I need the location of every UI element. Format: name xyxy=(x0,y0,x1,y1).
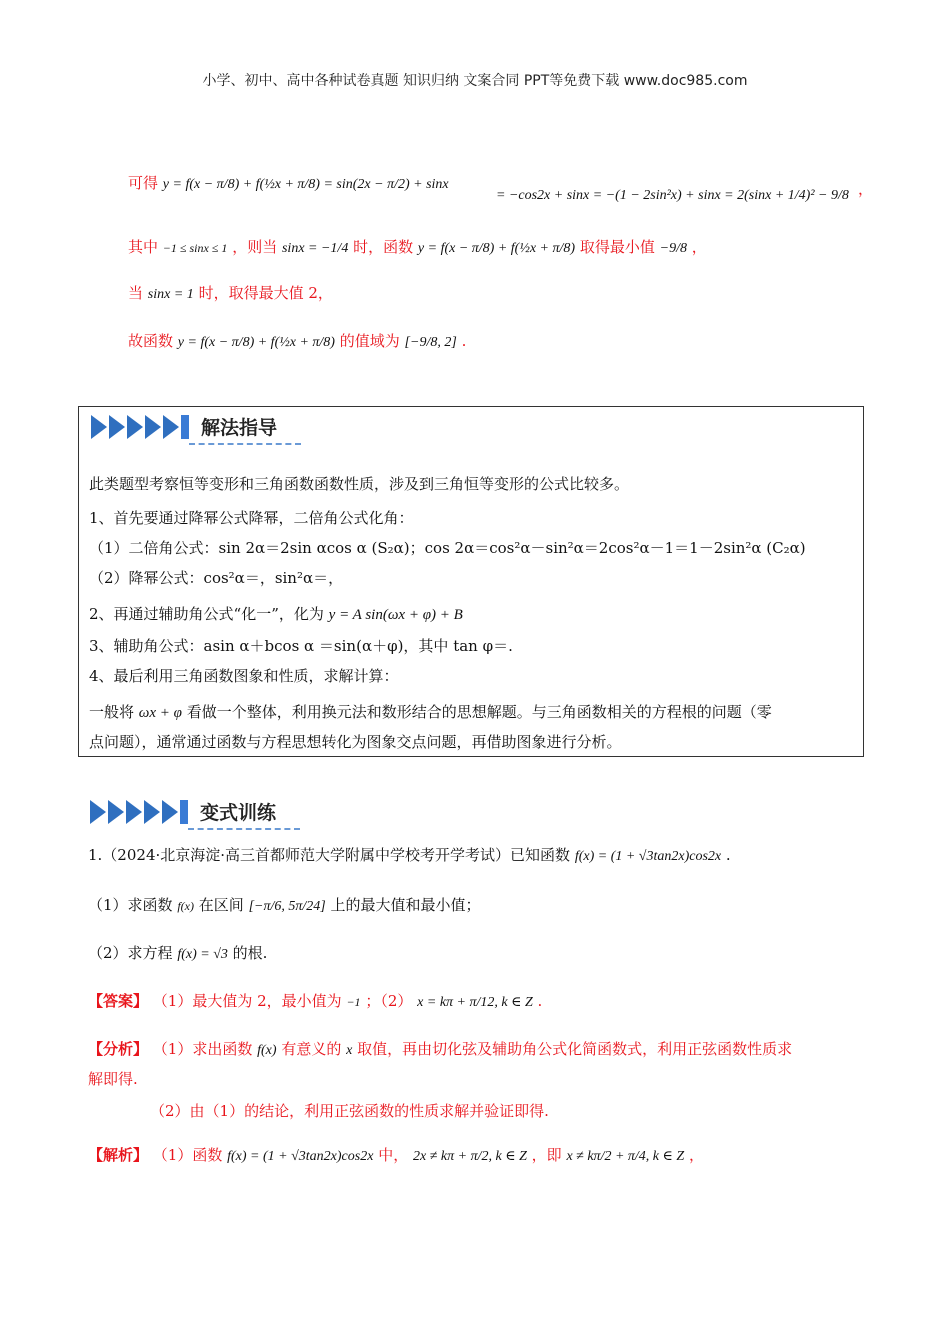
chevron-icon xyxy=(145,415,161,439)
text: . xyxy=(725,846,731,864)
guide-banner xyxy=(89,409,349,445)
text: . xyxy=(537,992,543,1010)
divider xyxy=(189,443,301,445)
guide-title: 解法指导 xyxy=(201,417,278,439)
text: ， xyxy=(691,238,707,256)
math-expression: y = f(x − π/8) + f(½x + π/8) xyxy=(177,335,335,350)
math-expression: y = f(x − π/8) + f(½x + π/8) = sin(2x − π/2) + sinx xyxy=(162,177,449,192)
math-expression: f(x) = √3 xyxy=(177,947,228,962)
text: 取得最小值 xyxy=(579,238,655,256)
guide-paragraph: 1、首先要通过降幂公式降幂，二倍角公式化角： xyxy=(89,509,414,527)
text: 时，函数 xyxy=(353,238,414,256)
guide-paragraph: （2）降幂公式：cos²α＝，sin²α＝， xyxy=(89,569,344,587)
math-expression: x ≠ kπ/2 + π/4, k ∈ Z xyxy=(566,1149,685,1164)
chevron-icon xyxy=(162,800,178,824)
math-expression: y = f(x − π/8) + f(½x + π/8) xyxy=(417,241,576,256)
math-expression: f(x) xyxy=(257,1043,277,1058)
analysis-line-3: （2）由（1）的结论，利用正弦函数的性质求解并验证即得. xyxy=(150,1102,549,1120)
math-expression: f(x) = (1 + √3tan2x)cos2x xyxy=(574,849,722,864)
text: 故函数 xyxy=(128,332,174,350)
text: 看做一个整体，利用换元法和数形结合的思想解题。与三角函数相关的方程根的问题（零 xyxy=(186,703,772,721)
math-expression: y = A sin(ωx + φ) + B xyxy=(328,607,463,623)
chevron-icon xyxy=(126,800,142,824)
text: ，即 xyxy=(531,1146,562,1164)
text: 的值域为 xyxy=(339,332,400,350)
question-1-part-2 xyxy=(88,942,267,963)
text: （1）求出函数 xyxy=(152,1040,253,1058)
text: 中， xyxy=(378,1146,409,1164)
chevron-icon xyxy=(109,415,125,439)
math-expression: sinx = 1 xyxy=(147,287,194,302)
guide-paragraph: 点问题），通常通过函数与方程思想转化为图象交点问题，再借助图象进行分析。 xyxy=(89,733,622,751)
banner-bar xyxy=(181,415,189,439)
text: （1）函数 xyxy=(152,1146,223,1164)
question-1 xyxy=(88,844,731,865)
text: 取值，再由切化弦及辅助角公式化简函数式，利用正弦函数性质求 xyxy=(357,1040,793,1058)
chevron-icon xyxy=(108,800,124,824)
math-expression: x xyxy=(346,1043,353,1058)
text: 其中 xyxy=(128,238,159,256)
math-expression: [−9/8, 2] xyxy=(404,335,457,350)
guide-paragraph xyxy=(89,603,463,624)
text: 时，取得最大值 2， xyxy=(198,284,333,302)
practice-title: 变式训练 xyxy=(200,802,277,824)
page-header: 小学、初中、高中各种试卷真题 知识归纳 文案合同 PPT等免费下载 www.doc985.com xyxy=(202,73,748,89)
text: ，则当 xyxy=(232,238,278,256)
solution-line-2 xyxy=(128,236,707,257)
math-expression: −9/8 xyxy=(659,241,687,256)
math-expression: 2x ≠ kπ + π/2, k ∈ Z xyxy=(413,1149,527,1164)
practice-banner xyxy=(88,794,348,830)
question-1-part-1 xyxy=(88,894,481,915)
text: ；（2） xyxy=(365,992,413,1010)
solution-line xyxy=(88,1144,704,1165)
text: 一般将 xyxy=(89,703,135,721)
analysis-tag: 【分析】 xyxy=(88,1040,149,1058)
chevron-icon xyxy=(91,415,107,439)
analysis-line-1 xyxy=(88,1038,792,1059)
math-expression: x = kπ + π/12, k ∈ Z xyxy=(417,995,533,1010)
text: 有意义的 xyxy=(281,1040,342,1058)
text: 1.（2024·北京海淀·高三首都师范大学附属中学校考开学考试）已知函数 xyxy=(88,846,571,864)
text: （1）最大值为 2，最小值为 xyxy=(152,992,342,1010)
text: 2、再通过辅助角公式“化一”，化为 xyxy=(89,605,324,623)
answer-tag: 【答案】 xyxy=(88,992,149,1010)
text: . xyxy=(461,332,467,350)
solution-line-3 xyxy=(128,282,333,303)
math-expression: f(x) xyxy=(177,899,194,913)
math-expression: f(x) = (1 + √3tan2x)cos2x xyxy=(227,1149,374,1164)
banner-bar xyxy=(180,800,188,824)
math-expression: [−π/6, 5π/24] xyxy=(248,899,326,914)
text: （2）求方程 xyxy=(88,944,173,962)
chevron-icon xyxy=(127,415,143,439)
math-expression: −1 xyxy=(346,995,361,1009)
divider xyxy=(188,828,300,830)
guide-paragraph: 3、辅助角公式：asin α＋bcos α ＝sin(α＋φ)，其中 tan φ＝. xyxy=(89,637,513,655)
math-expression: sinx = −1/4 xyxy=(281,241,349,256)
chevron-icon xyxy=(163,415,179,439)
method-guide-box xyxy=(78,406,864,757)
solution-line-1 xyxy=(128,172,449,193)
text: （1）求函数 xyxy=(88,896,173,914)
math-expression: = −cos2x + sinx = −(1 − 2sin²x) + sinx = 2(sinx + 1/4)² − 9/8 xyxy=(496,188,849,203)
math-expression: ωx + φ xyxy=(138,705,182,721)
text: 上的最大值和最小值； xyxy=(330,896,481,914)
math-expression: −1 ≤ sinx ≤ 1 xyxy=(162,241,228,255)
text: ， xyxy=(688,1146,704,1164)
answer-line xyxy=(88,990,542,1011)
chevron-icon xyxy=(90,800,106,824)
chevron-icon xyxy=(144,800,160,824)
text: 在区间 xyxy=(198,896,244,914)
punctuation: ， xyxy=(858,180,874,198)
solution-line-4 xyxy=(128,330,466,351)
guide-paragraph xyxy=(89,701,772,722)
guide-paragraph: 此类题型考察恒等变形和三角函数函数性质，涉及到三角恒等变形的公式比较多。 xyxy=(89,475,630,493)
analysis-line-2: 解即得. xyxy=(88,1070,138,1088)
guide-paragraph: （1）二倍角公式：sin 2α＝2sin αcos α (S₂α)；cos 2α＝cos²α－sin²α＝2cos²α－1＝1－2sin²α (C₂α) xyxy=(89,539,806,557)
guide-paragraph: 4、最后利用三角函数图象和性质，求解计算： xyxy=(89,667,399,685)
text: 的根. xyxy=(232,944,268,962)
text: 当 xyxy=(128,284,144,302)
solution-tag: 【解析】 xyxy=(88,1146,149,1164)
line-lead: 可得 xyxy=(128,174,159,192)
